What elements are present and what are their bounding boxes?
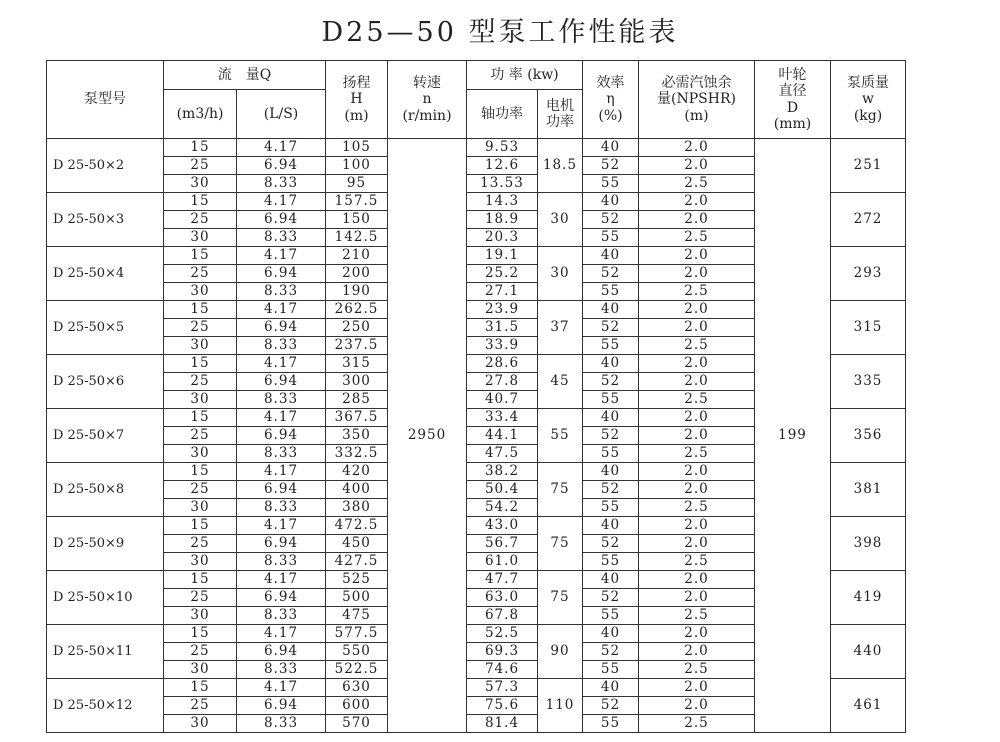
flow-m3h-cell: 30 — [164, 283, 237, 301]
npsh-cell: 2.0 — [639, 679, 755, 697]
shaft-power-cell: 31.5 — [467, 319, 538, 337]
motor-power-cell: 55 — [538, 409, 583, 463]
npsh-cell: 2.0 — [639, 427, 755, 445]
mass-header: 泵质量 w (kg) — [831, 61, 906, 139]
flow-ls-cell: 8.33 — [237, 553, 326, 571]
flow-m3h-cell: 30 — [164, 175, 237, 193]
pump-mass-cell: 251 — [831, 139, 906, 193]
shaft-power-cell: 38.2 — [467, 463, 538, 481]
head-cell: 285 — [326, 391, 388, 409]
model-header: 泵型号 — [47, 61, 164, 139]
flow-m3h-cell: 25 — [164, 643, 237, 661]
efficiency-cell: 40 — [583, 247, 639, 265]
flow-ls-cell: 8.33 — [237, 715, 326, 733]
efficiency-cell: 40 — [583, 355, 639, 373]
npsh-cell: 2.0 — [639, 193, 755, 211]
head-cell: 522.5 — [326, 661, 388, 679]
head-cell: 475 — [326, 607, 388, 625]
flow-ls-cell: 4.17 — [237, 463, 326, 481]
motor-power-cell: 110 — [538, 679, 583, 733]
efficiency-cell: 40 — [583, 301, 639, 319]
head-cell: 262.5 — [326, 301, 388, 319]
pump-mass-cell: 461 — [831, 679, 906, 733]
head-cell: 210 — [326, 247, 388, 265]
shaft-power-cell: 23.9 — [467, 301, 538, 319]
shaft-power-cell: 33.4 — [467, 409, 538, 427]
flow-m3h-cell: 25 — [164, 535, 237, 553]
flow-ls-cell: 6.94 — [237, 535, 326, 553]
efficiency-cell: 40 — [583, 409, 639, 427]
efficiency-cell: 52 — [583, 589, 639, 607]
page-title: D25—50 型泵工作性能表 — [321, 17, 679, 48]
npsh-cell: 2.5 — [639, 499, 755, 517]
flow-ls-cell: 4.17 — [237, 517, 326, 535]
head-cell: 142.5 — [326, 229, 388, 247]
efficiency-cell: 40 — [583, 625, 639, 643]
head-cell: 420 — [326, 463, 388, 481]
shaft-power-cell: 63.0 — [467, 589, 538, 607]
npsh-cell: 2.0 — [639, 625, 755, 643]
head-cell: 300 — [326, 373, 388, 391]
efficiency-cell: 40 — [583, 139, 639, 157]
power-header: 功 率 (kw) — [467, 61, 583, 90]
flow-ls-cell: 4.17 — [237, 625, 326, 643]
efficiency-cell: 55 — [583, 607, 639, 625]
head-cell: 315 — [326, 355, 388, 373]
flow-m3h-cell: 25 — [164, 589, 237, 607]
shaft-power-cell: 75.6 — [467, 697, 538, 715]
flow-m3h-cell: 15 — [164, 247, 237, 265]
npsh-cell: 2.0 — [639, 589, 755, 607]
efficiency-cell: 52 — [583, 697, 639, 715]
npsh-cell: 2.5 — [639, 553, 755, 571]
efficiency-cell: 55 — [583, 283, 639, 301]
shaft-power-cell: 43.0 — [467, 517, 538, 535]
flow-ls-cell: 4.17 — [237, 355, 326, 373]
motor-power-cell: 75 — [538, 517, 583, 571]
head-cell: 570 — [326, 715, 388, 733]
efficiency-cell: 40 — [583, 517, 639, 535]
shaft-power-cell: 12.6 — [467, 157, 538, 175]
shaft-power-cell: 19.1 — [467, 247, 538, 265]
npsh-cell: 2.0 — [639, 301, 755, 319]
flow-ls-cell: 4.17 — [237, 247, 326, 265]
flow-ls-cell: 8.33 — [237, 661, 326, 679]
pump-performance-table — [46, 60, 906, 733]
pump-mass-cell: 335 — [831, 355, 906, 409]
head-cell: 237.5 — [326, 337, 388, 355]
shaft-power-cell: 20.3 — [467, 229, 538, 247]
shaft-power-cell: 50.4 — [467, 481, 538, 499]
shaft-power-cell: 67.8 — [467, 607, 538, 625]
shaft-power-cell: 28.6 — [467, 355, 538, 373]
head-cell: 200 — [326, 265, 388, 283]
motor-power-cell: 90 — [538, 625, 583, 679]
npsh-cell: 2.0 — [639, 265, 755, 283]
flow-m3h-cell: 25 — [164, 427, 237, 445]
flow-ls-cell: 4.17 — [237, 139, 326, 157]
npsh-cell: 2.0 — [639, 373, 755, 391]
npsh-cell: 2.5 — [639, 661, 755, 679]
shaft-power-cell: 44.1 — [467, 427, 538, 445]
efficiency-cell: 40 — [583, 463, 639, 481]
npsh-cell: 2.0 — [639, 463, 755, 481]
pump-mass-cell: 398 — [831, 517, 906, 571]
npsh-cell: 2.0 — [639, 247, 755, 265]
pump-model-cell: D 25-50×12 — [47, 679, 164, 733]
speed-cell: 2950 — [388, 139, 467, 733]
flow-m3h-cell: 25 — [164, 373, 237, 391]
efficiency-cell: 52 — [583, 427, 639, 445]
pump-mass-cell: 293 — [831, 247, 906, 301]
flow-m3h-cell: 25 — [164, 157, 237, 175]
shaft-power-cell: 54.2 — [467, 499, 538, 517]
head-cell: 367.5 — [326, 409, 388, 427]
flow-ls-cell: 8.33 — [237, 229, 326, 247]
head-cell: 100 — [326, 157, 388, 175]
flow-m3h-cell: 15 — [164, 517, 237, 535]
head-cell: 400 — [326, 481, 388, 499]
flow-m3h-cell: 15 — [164, 139, 237, 157]
flow-ls-cell: 4.17 — [237, 679, 326, 697]
motor-power-cell: 45 — [538, 355, 583, 409]
head-cell: 105 — [326, 139, 388, 157]
flow-m3h-cell: 15 — [164, 679, 237, 697]
pump-mass-cell: 272 — [831, 193, 906, 247]
flow-ls-cell: 6.94 — [237, 373, 326, 391]
efficiency-cell: 40 — [583, 571, 639, 589]
flow-ls-cell: 6.94 — [237, 211, 326, 229]
pump-mass-cell: 315 — [831, 301, 906, 355]
shaft-power-cell: 52.5 — [467, 625, 538, 643]
npsh-cell: 2.5 — [639, 445, 755, 463]
flow-ls-cell: 6.94 — [237, 265, 326, 283]
head-cell: 332.5 — [326, 445, 388, 463]
efficiency-cell: 52 — [583, 373, 639, 391]
flow-ls-cell: 8.33 — [237, 283, 326, 301]
flow-m3h-cell: 25 — [164, 319, 237, 337]
shaft-power-cell: 61.0 — [467, 553, 538, 571]
flow-m3h-cell: 25 — [164, 697, 237, 715]
npsh-cell: 2.0 — [639, 157, 755, 175]
shaft-power-cell: 13.53 — [467, 175, 538, 193]
flow-ls-cell: 6.94 — [237, 319, 326, 337]
flow-m3h-cell: 15 — [164, 625, 237, 643]
efficiency-cell: 55 — [583, 445, 639, 463]
motor-power-header: 电机 功率 — [538, 90, 583, 139]
motor-power-cell: 37 — [538, 301, 583, 355]
npsh-cell: 2.0 — [639, 139, 755, 157]
flow-m3h-cell: 15 — [164, 355, 237, 373]
efficiency-cell: 40 — [583, 193, 639, 211]
efficiency-cell: 55 — [583, 229, 639, 247]
npsh-cell: 2.5 — [639, 607, 755, 625]
pump-model-cell: D 25-50×3 — [47, 193, 164, 247]
flow-m3h-cell: 30 — [164, 553, 237, 571]
impeller-header: 叶轮 直径 D (mm) — [755, 61, 831, 139]
npsh-cell: 2.0 — [639, 643, 755, 661]
flow-ls-cell: 6.94 — [237, 157, 326, 175]
npsh-header: 必需汽蚀余 量(NPSHR) (m) — [639, 61, 755, 139]
table-row — [47, 139, 906, 157]
npsh-cell: 2.5 — [639, 175, 755, 193]
pump-model-cell: D 25-50×6 — [47, 355, 164, 409]
flow-m3h-cell: 30 — [164, 391, 237, 409]
efficiency-cell: 55 — [583, 175, 639, 193]
shaft-power-cell: 9.53 — [467, 139, 538, 157]
flow-m3h-cell: 30 — [164, 661, 237, 679]
flow-ls-cell: 8.33 — [237, 337, 326, 355]
shaft-power-cell: 14.3 — [467, 193, 538, 211]
flow-m3h-cell: 30 — [164, 715, 237, 733]
motor-power-cell: 75 — [538, 463, 583, 517]
efficiency-cell: 52 — [583, 319, 639, 337]
pump-mass-cell: 381 — [831, 463, 906, 517]
flow-m3h-cell: 15 — [164, 193, 237, 211]
head-header: 扬程 H (m) — [326, 61, 388, 139]
shaft-power-cell: 27.1 — [467, 283, 538, 301]
npsh-cell: 2.0 — [639, 355, 755, 373]
pump-model-cell: D 25-50×5 — [47, 301, 164, 355]
flow-ls-cell: 6.94 — [237, 481, 326, 499]
flow-ls-cell: 4.17 — [237, 193, 326, 211]
flow-ls-cell: 6.94 — [237, 427, 326, 445]
shaft-power-cell: 47.7 — [467, 571, 538, 589]
shaft-power-cell: 40.7 — [467, 391, 538, 409]
efficiency-cell: 55 — [583, 715, 639, 733]
head-cell: 600 — [326, 697, 388, 715]
flow-ls-cell: 8.33 — [237, 391, 326, 409]
npsh-cell: 2.0 — [639, 571, 755, 589]
npsh-cell: 2.0 — [639, 697, 755, 715]
head-cell: 630 — [326, 679, 388, 697]
head-cell: 577.5 — [326, 625, 388, 643]
efficiency-cell: 52 — [583, 643, 639, 661]
flow-m3h-cell: 15 — [164, 409, 237, 427]
efficiency-cell: 55 — [583, 391, 639, 409]
npsh-cell: 2.5 — [639, 337, 755, 355]
efficiency-cell: 55 — [583, 553, 639, 571]
flow-ls-cell: 4.17 — [237, 571, 326, 589]
shaft-power-cell: 18.9 — [467, 211, 538, 229]
head-cell: 550 — [326, 643, 388, 661]
npsh-cell: 2.5 — [639, 715, 755, 733]
head-cell: 472.5 — [326, 517, 388, 535]
motor-power-cell: 30 — [538, 193, 583, 247]
flow-m3h-cell: 15 — [164, 301, 237, 319]
motor-power-cell: 75 — [538, 571, 583, 625]
flow-m3h-cell: 30 — [164, 607, 237, 625]
head-cell: 95 — [326, 175, 388, 193]
shaft-power-cell: 33.9 — [467, 337, 538, 355]
npsh-cell: 2.0 — [639, 535, 755, 553]
table-header — [47, 61, 906, 139]
head-cell: 450 — [326, 535, 388, 553]
efficiency-cell: 55 — [583, 661, 639, 679]
motor-power-cell: 30 — [538, 247, 583, 301]
npsh-cell: 2.5 — [639, 283, 755, 301]
head-cell: 350 — [326, 427, 388, 445]
flow-ls-header: (L/S) — [237, 90, 326, 139]
pump-mass-cell: 440 — [831, 625, 906, 679]
npsh-cell: 2.0 — [639, 319, 755, 337]
flow-m3h-cell: 30 — [164, 229, 237, 247]
pump-model-cell: D 25-50×8 — [47, 463, 164, 517]
shaft-power-cell: 81.4 — [467, 715, 538, 733]
efficiency-cell: 55 — [583, 337, 639, 355]
head-cell: 500 — [326, 589, 388, 607]
efficiency-cell: 52 — [583, 265, 639, 283]
flow-ls-cell: 6.94 — [237, 697, 326, 715]
head-cell: 150 — [326, 211, 388, 229]
head-cell: 427.5 — [326, 553, 388, 571]
flow-ls-cell: 4.17 — [237, 409, 326, 427]
flow-m3h-cell: 15 — [164, 571, 237, 589]
shaft-power-cell: 57.3 — [467, 679, 538, 697]
npsh-cell: 2.0 — [639, 517, 755, 535]
flow-ls-cell: 8.33 — [237, 607, 326, 625]
shaft-power-cell: 74.6 — [467, 661, 538, 679]
pump-model-cell: D 25-50×4 — [47, 247, 164, 301]
flow-header: 流 量Q — [164, 61, 326, 90]
pump-mass-cell: 356 — [831, 409, 906, 463]
flow-ls-cell: 8.33 — [237, 499, 326, 517]
shaft-power-cell: 47.5 — [467, 445, 538, 463]
shaft-power-cell: 56.7 — [467, 535, 538, 553]
table-body — [47, 139, 906, 733]
pump-model-cell: D 25-50×7 — [47, 409, 164, 463]
flow-ls-cell: 8.33 — [237, 175, 326, 193]
impeller-diameter-cell: 199 — [755, 139, 831, 733]
flow-m3h-cell: 30 — [164, 337, 237, 355]
efficiency-header: 效率 η (%) — [583, 61, 639, 139]
pump-model-cell: D 25-50×10 — [47, 571, 164, 625]
pump-model-cell: D 25-50×9 — [47, 517, 164, 571]
shaft-power-cell: 27.8 — [467, 373, 538, 391]
shaft-power-cell: 69.3 — [467, 643, 538, 661]
efficiency-cell: 52 — [583, 157, 639, 175]
flow-m3h-cell: 30 — [164, 499, 237, 517]
npsh-cell: 2.5 — [639, 391, 755, 409]
head-cell: 190 — [326, 283, 388, 301]
pump-mass-cell: 419 — [831, 571, 906, 625]
flow-ls-cell: 6.94 — [237, 643, 326, 661]
flow-m3h-cell: 15 — [164, 463, 237, 481]
head-cell: 380 — [326, 499, 388, 517]
efficiency-cell: 52 — [583, 481, 639, 499]
efficiency-cell: 52 — [583, 535, 639, 553]
flow-ls-cell: 4.17 — [237, 301, 326, 319]
head-cell: 157.5 — [326, 193, 388, 211]
flow-ls-cell: 6.94 — [237, 589, 326, 607]
pump-model-cell: D 25-50×11 — [47, 625, 164, 679]
flow-ls-cell: 8.33 — [237, 445, 326, 463]
npsh-cell: 2.0 — [639, 211, 755, 229]
flow-m3h-cell: 25 — [164, 481, 237, 499]
efficiency-cell: 55 — [583, 499, 639, 517]
npsh-cell: 2.0 — [639, 409, 755, 427]
motor-power-cell: 18.5 — [538, 139, 583, 193]
flow-m3h-header: (m3/h) — [164, 90, 237, 139]
efficiency-cell: 40 — [583, 679, 639, 697]
flow-m3h-cell: 25 — [164, 265, 237, 283]
shaft-power-cell: 25.2 — [467, 265, 538, 283]
npsh-cell: 2.0 — [639, 481, 755, 499]
head-cell: 525 — [326, 571, 388, 589]
efficiency-cell: 52 — [583, 211, 639, 229]
shaft-power-header: 轴功率 — [467, 90, 538, 139]
flow-m3h-cell: 25 — [164, 211, 237, 229]
npsh-cell: 2.5 — [639, 229, 755, 247]
flow-m3h-cell: 30 — [164, 445, 237, 463]
pump-model-cell: D 25-50×2 — [47, 139, 164, 193]
head-cell: 250 — [326, 319, 388, 337]
speed-header: 转速 n (r/min) — [388, 61, 467, 139]
